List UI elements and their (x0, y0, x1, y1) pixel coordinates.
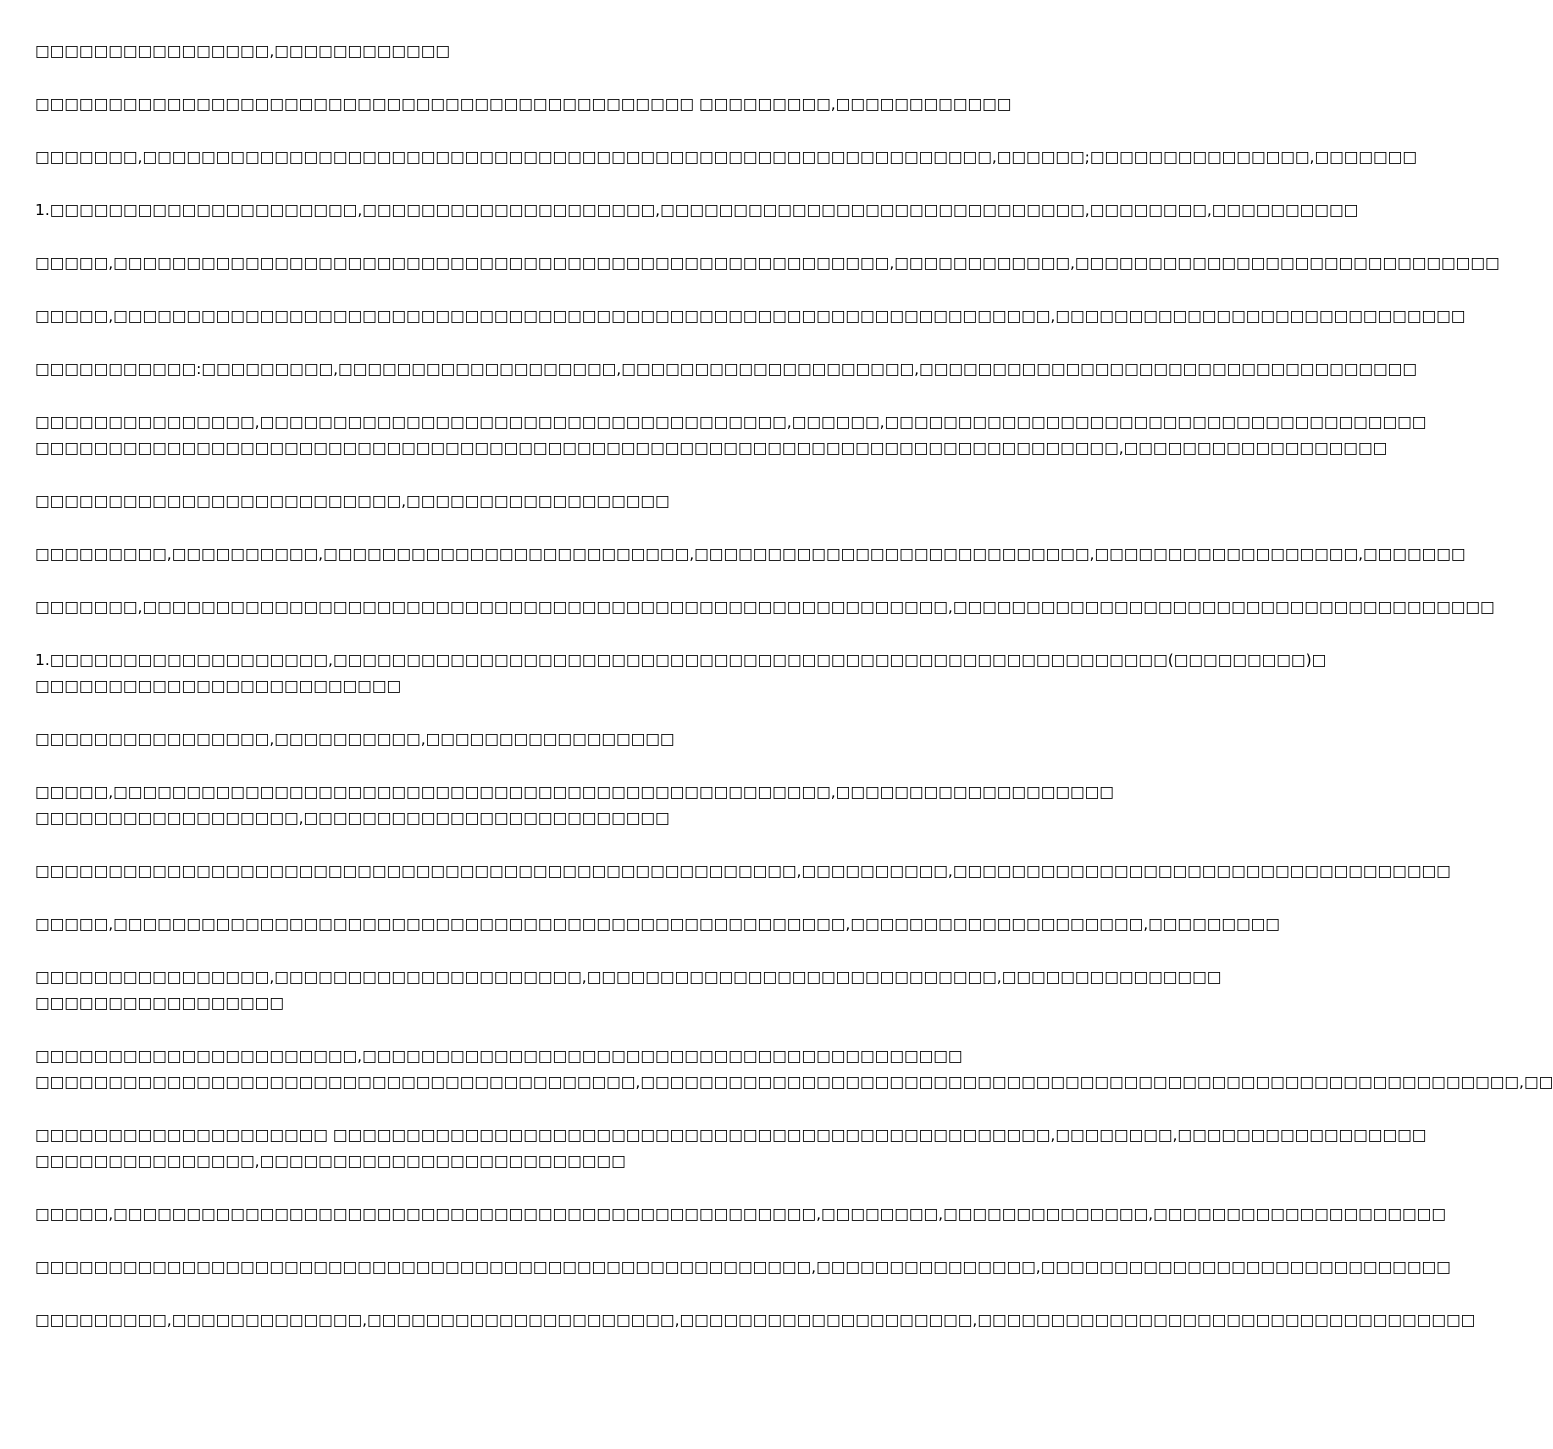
paragraph-13: □□□□□□□□□□□□□□□□,□□□□□□□□□□,□□□□□□□□□□□□□□□□□ (35, 730, 675, 748)
paragraph-1: □□□□□□□□□□□□□□□□,□□□□□□□□□□□□ (35, 42, 450, 60)
paragraph-11: □□□□□□□,□□□□□□□□□□□□□□□□□□□□□□□□□□□□□□□□□□□□□□□□□□□□□□□□□□□□□□□,□□□□□□□□□□□□□□□□□□□□□□□□□□□□□□□□□□□□□ (35, 598, 1495, 616)
paragraph-2: □□□□□□□□□□□□□□□□□□□□□□□□□□□□□□□□□□□□□□□□□□□□□ □□□□□□□□□,□□□□□□□□□□□□ (35, 95, 1012, 113)
paragraph-4: 1.□□□□□□□□□□□□□□□□□□□□□,□□□□□□□□□□□□□□□□□□□□,□□□□□□□□□□□□□□□□□□□□□□□□□□□□□,□□□□□□□□,□□□□□□□□□□ (35, 201, 1359, 219)
paragraph-15: □□□□□□□□□□□□□□□□□□□□□□□□□□□□□□□□□□□□□□□□□□□□□□□□□□□□,□□□□□□□□□□,□□□□□□□□□□□□□□□□□□□□□□□□□□□□□□□□□□ (35, 862, 1451, 880)
paragraph-5: □□□□□,□□□□□□□□□□□□□□□□□□□□□□□□□□□□□□□□□□□□□□□□□□□□□□□□□□□□□,□□□□□□□□□□□□,□□□□□□□□□□□□□□□□□□□□□□□□□□□□□ (35, 254, 1500, 272)
paragraph-3: □□□□□□□,□□□□□□□□□□□□□□□□□□□□□□□□□□□□□□□□□□□□□□□□□□□□□□□□□□□□□□□□□□,□□□□□□;□□□□□□□□□□□□□□□,□□□□□□□ (35, 148, 1417, 166)
paragraph-9: □□□□□□□□□□□□□□□□□□□□□□□□□,□□□□□□□□□□□□□□□□□□ (35, 492, 670, 510)
paragraph-14: □□□□□,□□□□□□□□□□□□□□□□□□□□□□□□□□□□□□□□□□□□□□□□□□□□□□□□□,□□□□□□□□□□□□□□□□□□□ □□□□□□□□□□□□□□□□□□,□□□□□□□□□□□□□□□□□□□□□□□□□ (35, 783, 1114, 827)
document-body (35, 38, 1553, 1360)
paragraph-18: □□□□□□□□□□□□□□□□□□□□□□,□□□□□□□□□□□□□□□□□□□□□□□□□□□□□□□□□□□□□□□□□ □□□□□□□□□□□□□□□□□□□□□□□□□□□□□□□□□□□□□□□□□,□□□□□□□□□□□□□□□□□□□□□□□□□□□□□□□□□□□□□□□□□□□□□□□□□□□□□□□□□□□□,□□ (35, 1047, 1553, 1091)
paragraph-19: □□□□□□□□□□□□□□□□□□□□ □□□□□□□□□□□□□□□□□□□□□□□□□□□□□□□□□□□□□□□□□□□□□□□□□,□□□□□□□□,□□□□□□□□□□□□□□□□□ □□□□□□□□□□□□□□□,□□□□□□□□□□□□□□□□□□□□□□□□□ (35, 1126, 1427, 1170)
paragraph-6: □□□□□,□□□□□□□□□□□□□□□□□□□□□□□□□□□□□□□□□□□□□□□□□□□□□□□□□□□□□□□□□□□□□□□□,□□□□□□□□□□□□□□□□□□□□□□□□□□□□ (35, 307, 1466, 325)
paragraph-12: 1.□□□□□□□□□□□□□□□□□□□,□□□□□□□□□□□□□□□□□□□□□□□□□□□□□□□□□□□□□□□□□□□□□□□□□□□□□□□□□(□□□□□□□□□)□ □□□□□□□□□□□□□□□□□□□□□□□□□ (35, 651, 1327, 695)
paragraph-8: □□□□□□□□□□□□□□□,□□□□□□□□□□□□□□□□□□□□□□□□□□□□□□□□□□□□,□□□□□□,□□□□□□□□□□□□□□□□□□□□□□□□□□□□□□□□□□□□□ □□□□□□□□□□□□□□□□□□□□□□□□□□□□□□□□□□□□□□□□□□□□□□□□□□□□□□□□□□□□□□□□□□□□□□□□□□,□□□□□□□□□□□□□□□□□□ (35, 413, 1427, 457)
paragraph-17: □□□□□□□□□□□□□□□□,□□□□□□□□□□□□□□□□□□□□□,□□□□□□□□□□□□□□□□□□□□□□□□□□□□,□□□□□□□□□□□□□□□ □□□□□□□□□□□□□□□□□ (35, 968, 1222, 1012)
paragraph-22: □□□□□□□□□,□□□□□□□□□□□□□,□□□□□□□□□□□□□□□□□□□□□,□□□□□□□□□□□□□□□□□□□□,□□□□□□□□□□□□□□□□□□□□□□□□□□□□□□□□□□ (35, 1311, 1476, 1329)
paragraph-10: □□□□□□□□□,□□□□□□□□□□,□□□□□□□□□□□□□□□□□□□□□□□□□,□□□□□□□□□□□□□□□□□□□□□□□□□□□,□□□□□□□□□□□□□□□□□□,□□□□□□□ (35, 545, 1466, 563)
paragraph-7: □□□□□□□□□□□:□□□□□□□□□,□□□□□□□□□□□□□□□□□□□,□□□□□□□□□□□□□□□□□□□□,□□□□□□□□□□□□□□□□□□□□□□□□□□□□□□□□□□ (35, 360, 1417, 378)
paragraph-21: □□□□□□□□□□□□□□□□□□□□□□□□□□□□□□□□□□□□□□□□□□□□□□□□□□□□□,□□□□□□□□□□□□□□□,□□□□□□□□□□□□□□□□□□□□□□□□□□□□ (35, 1258, 1451, 1276)
paragraph-20: □□□□□,□□□□□□□□□□□□□□□□□□□□□□□□□□□□□□□□□□□□□□□□□□□□□□□□,□□□□□□□□,□□□□□□□□□□□□□□,□□□□□□□□□□□□□□□□□□□□ (35, 1205, 1446, 1223)
paragraph-16: □□□□□,□□□□□□□□□□□□□□□□□□□□□□□□□□□□□□□□□□□□□□□□□□□□□□□□□□,□□□□□□□□□□□□□□□□□□□□,□□□□□□□□□ (35, 915, 1280, 933)
